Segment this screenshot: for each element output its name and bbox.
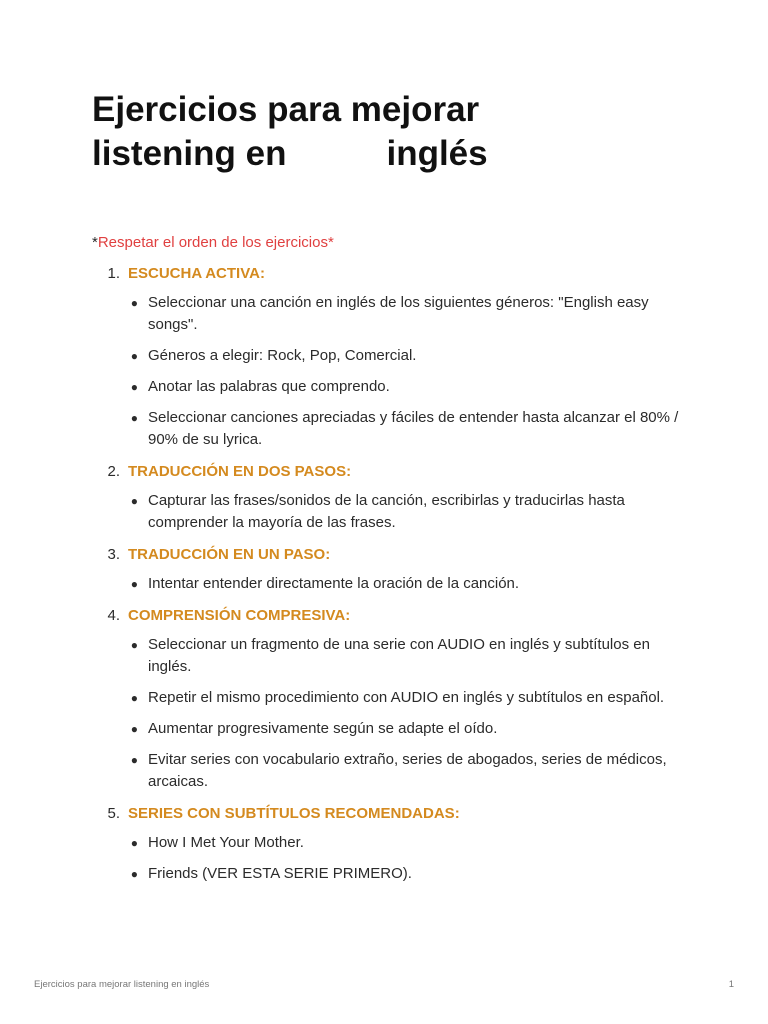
bullet-dot-icon: ● bbox=[130, 867, 138, 881]
section-number: 4. bbox=[107, 607, 120, 624]
section-number: 5. bbox=[107, 805, 120, 822]
order-note-asterisk: * bbox=[92, 234, 98, 251]
exercise-section bbox=[92, 262, 682, 451]
section-header bbox=[92, 543, 682, 567]
bullet-dot-icon: ● bbox=[130, 722, 138, 736]
section-heading: TRADUCCIÓN EN UN PASO: bbox=[128, 546, 331, 563]
section-heading: COMPRENSIÓN COMPRESIVA: bbox=[128, 607, 351, 624]
bullet-dot-icon: ● bbox=[130, 638, 138, 652]
exercise-section bbox=[92, 460, 682, 534]
exercise-list bbox=[92, 262, 682, 894]
bullet-dot-icon: ● bbox=[130, 380, 138, 394]
order-note-text: Respetar el orden de los ejercicios* bbox=[97, 234, 334, 251]
bullet-text: How I Met Your Mother. bbox=[148, 834, 304, 851]
footer-page-number: 1 bbox=[728, 979, 734, 990]
section-number: 2. bbox=[107, 463, 120, 480]
section-number: 3. bbox=[107, 546, 120, 563]
list-item bbox=[92, 573, 682, 595]
bullet-dot-icon: ● bbox=[130, 349, 138, 363]
section-number-gap bbox=[120, 604, 128, 628]
bullet-text: Géneros a elegir: Rock, Pop, Comercial. bbox=[148, 347, 417, 364]
list-item bbox=[92, 345, 682, 367]
bullet-dot-icon: ● bbox=[130, 836, 138, 850]
list-item bbox=[92, 407, 682, 451]
bullet-text: Intentar entender directamente la oración de la canción. bbox=[148, 575, 520, 592]
list-item bbox=[92, 718, 682, 740]
bullet-text: Seleccionar canciones apreciadas y fáciles de entender hasta alcanzar el 80% / 90% de su lyrica. bbox=[148, 409, 679, 448]
bullet-dot-icon: ● bbox=[130, 296, 138, 310]
title-line-2-part-a: listening en bbox=[92, 134, 287, 173]
bullet-text: Seleccionar una canción en inglés de los siguientes géneros: "English easy songs". bbox=[148, 294, 649, 333]
list-item bbox=[92, 863, 682, 885]
bullet-text: Repetir el mismo procedimiento con AUDIO en inglés y subtítulos en español. bbox=[148, 689, 665, 706]
bullet-dot-icon: ● bbox=[130, 691, 138, 705]
list-item bbox=[92, 490, 682, 534]
list-item bbox=[92, 292, 682, 336]
bullet-list bbox=[92, 292, 682, 451]
list-item bbox=[92, 376, 682, 398]
exercise-section bbox=[92, 802, 682, 885]
section-header bbox=[92, 460, 682, 484]
bullet-text: Anotar las palabras que comprendo. bbox=[148, 378, 390, 395]
section-number-gap bbox=[120, 543, 128, 567]
exercise-section bbox=[92, 604, 682, 793]
bullet-text: Evitar series con vocabulario extraño, series de abogados, series de médicos, arcaicas. bbox=[148, 751, 667, 790]
bullet-list bbox=[92, 634, 682, 793]
list-item bbox=[92, 634, 682, 678]
bullet-dot-icon: ● bbox=[130, 753, 138, 767]
list-item bbox=[92, 749, 682, 793]
section-number-gap bbox=[120, 262, 128, 286]
bullet-dot-icon: ● bbox=[130, 494, 138, 508]
list-item bbox=[92, 832, 682, 854]
section-number-gap bbox=[120, 460, 128, 484]
order-note bbox=[92, 233, 334, 253]
page-title bbox=[92, 88, 612, 176]
title-line-2-part-b: inglés bbox=[386, 134, 488, 173]
bullet-text: Friends (VER ESTA SERIE PRIMERO). bbox=[148, 865, 412, 882]
bullet-text: Aumentar progresivamente según se adapte el oído. bbox=[148, 720, 498, 737]
list-item bbox=[92, 687, 682, 709]
section-heading: ESCUCHA ACTIVA: bbox=[128, 265, 265, 282]
footer-document-title: Ejercicios para mejorar listening en inglés bbox=[34, 979, 210, 990]
bullet-dot-icon: ● bbox=[130, 577, 138, 591]
section-heading: TRADUCCIÓN EN DOS PASOS: bbox=[128, 463, 352, 480]
section-heading: SERIES CON SUBTÍTULOS RECOMENDADAS: bbox=[128, 805, 460, 822]
bullet-dot-icon: ● bbox=[130, 411, 138, 425]
bullet-text: Capturar las frases/sonidos de la canción, escribirlas y traducirlas hasta comprender la mayoría de las frases. bbox=[148, 492, 625, 531]
exercise-section bbox=[92, 543, 682, 595]
section-header bbox=[92, 802, 682, 826]
bullet-list bbox=[92, 490, 682, 534]
title-line-1: Ejercicios para mejorar bbox=[92, 90, 480, 129]
bullet-list bbox=[92, 573, 682, 595]
bullet-list bbox=[92, 832, 682, 885]
section-header bbox=[92, 262, 682, 286]
section-number-gap bbox=[120, 802, 128, 826]
section-number: 1. bbox=[107, 265, 120, 282]
title-line-2 bbox=[92, 132, 612, 176]
section-header bbox=[92, 604, 682, 628]
bullet-text: Seleccionar un fragmento de una serie con AUDIO en inglés y subtítulos en inglés. bbox=[148, 636, 650, 675]
